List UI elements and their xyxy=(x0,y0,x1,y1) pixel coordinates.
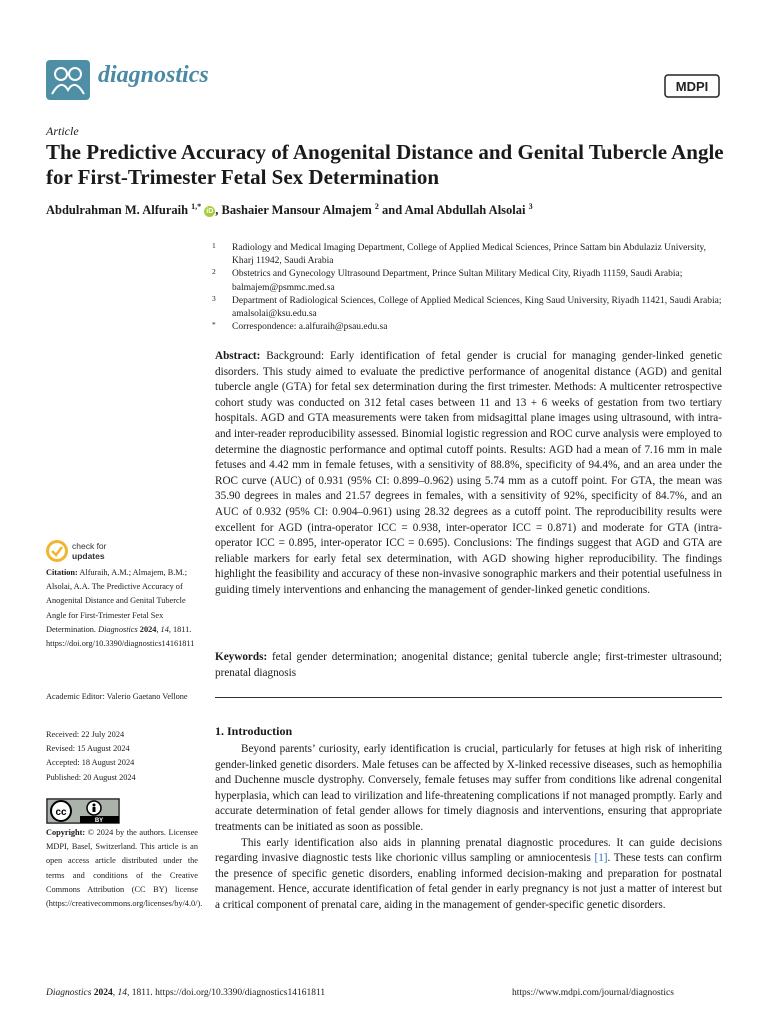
author-affiliation-mark: 3 xyxy=(528,202,533,211)
footer-citation xyxy=(46,988,325,998)
cc-text: cc xyxy=(55,807,67,818)
affiliation-item xyxy=(212,268,722,294)
footer-journal-url[interactable]: https://www.mdpi.com/journal/diagnostics xyxy=(512,988,674,998)
date-accepted: Accepted: 18 August 2024 xyxy=(46,758,135,768)
date-received: Received: 22 July 2024 xyxy=(46,730,125,739)
citation-label: Citation: xyxy=(46,568,78,577)
date-published: Published: 20 August 2024 xyxy=(46,772,136,782)
author-name: Abdulrahman M. Alfuraih xyxy=(46,203,189,218)
affiliation-item xyxy=(212,295,722,321)
check-for-updates-button[interactable] xyxy=(72,541,107,561)
footer-volume: , 14 xyxy=(112,988,128,998)
abstract-label: Abstract: xyxy=(215,350,261,362)
mdpi-logo-text: MDPI xyxy=(675,79,709,94)
keywords-label: Keywords: xyxy=(215,651,268,663)
mdpi-logo[interactable] xyxy=(664,74,720,98)
check-for-updates-icon[interactable] xyxy=(46,540,68,562)
footer-journal: Diagnostics xyxy=(46,988,92,998)
copyright-notice xyxy=(46,826,203,911)
orcid-icon[interactable]: iD xyxy=(206,208,214,216)
affiliation-text: Obstetrics and Gynecology Ultrasound Department, Prince Sultan Military Medical City, Riyadh 11159, Saudi Arabia; balmajem@psmmc.med.sa xyxy=(232,269,683,293)
affiliation-text: Radiology and Medical Imaging Department, College of Applied Medical Sciences, Prince Sattam bin Abdulaziz University, Kharj 11942, Saudi Arabia xyxy=(232,243,707,267)
affiliation-number: 3 xyxy=(212,293,216,303)
check-updates-line2: updates xyxy=(72,551,105,561)
footer-doi[interactable]: , 1811. https://doi.org/10.3390/diagnostics14161811 xyxy=(127,988,326,998)
citation-volume: , 14 xyxy=(156,624,169,634)
section-heading-introduction: 1. Introduction xyxy=(215,724,293,738)
cc-by-text: BY xyxy=(94,818,104,824)
keywords xyxy=(215,650,722,681)
citation-text: Alfuraih, A.M.; Almajem, B.M.; Alsolai, A.A. The Predictive Accuracy of Anogenital Distance and Genital Tubercle Angle for First-Trimester Fetal Sex Determination. xyxy=(46,568,188,634)
journal-logo-icon xyxy=(46,60,90,100)
paragraph xyxy=(215,836,722,914)
author-affiliation-mark: 1,* xyxy=(191,202,202,211)
affiliation-number: * xyxy=(212,320,216,330)
reference-link[interactable]: [1] xyxy=(594,852,608,865)
introduction-body xyxy=(215,742,722,914)
date-revised: Revised: 15 August 2024 xyxy=(46,744,130,754)
paragraph: Beyond parents’ curiosity, early identification is crucial, particularly for fetuses at high risk of inheriting gender-linked genetic disorders. Male fetuses can be affected by X-linked recessive diseases, such as hemophilia and Duchenne muscle dystrophy. Conversely, female fetuses may suffer from conditions like adrenal congenital hyperplasia, which can lead to virilization and life-threatening complications if not managed promptly. Early and accurate determination of fetal gender allows for timely diagnosis and interventions, ensuring that appropriate treatments can be initiated as soon as possible. xyxy=(215,743,722,833)
footer-year: 2024 xyxy=(91,988,113,998)
section-divider xyxy=(215,697,722,698)
author-affiliation-mark: 2 xyxy=(374,202,379,211)
article-type: Article xyxy=(46,124,79,138)
author-list xyxy=(46,202,726,218)
paragraph-text: . These tests can confirm the presence of specific genetic disorders, enabling informed decision-making and preparation for postnatal management. Hence, accurate identification of fetal gender in early pregnancy is not just a matter of interest but a critical component of prenatal care, aiding in the management of gender-specific genetic disorders. xyxy=(215,852,722,911)
citation-doi[interactable]: , 1811. https://doi.org/10.3390/diagnostics14161811 xyxy=(46,624,195,649)
affiliation-number: 1 xyxy=(212,241,216,250)
check-updates-line1: check for xyxy=(72,541,107,551)
author-name: , Bashaier Mansour Almajem xyxy=(215,203,372,218)
affiliation-text: Department of Radiological Sciences, College of Applied Medical Sciences, King Saud University, Riyadh 11421, Saudi Arabia; amalsolai@ksu.edu.sa xyxy=(232,295,722,320)
citation-year: 2024 xyxy=(137,624,157,634)
affiliation-number: 2 xyxy=(212,267,216,277)
abstract-text: Background: Early identification of fetal gender is crucial for managing gender-linked genetic disorders. This study aimed to evaluate the predictive performance of anogenital distance (AGD) and genital tubercle angle (GTA) for fetal sex determination during the first trimester. Methods: A multicenter retrospective cohort study was conducted on 312 fetal cases between 11 and 13 + 6 weeks of gestation from two tertiary hospitals. AGD and GTA measurements were taken from midsagittal plane images using ultrasound, with intra- and inter-reader reproducibility assessed. Binomial logistic regression and ROC curve analysis were employed to determine the diagnostic performance and optimal cutoff points. Results: AGD had a mean of 7.16 mm in male fetuses and 4.42 mm in female fetuses, with a sensitivity of 88.8%, specificity of 94.4%, and an area under the ROC curve (AUC) of 0.931 (95% CI: 0.899–0.962) using 5.74 mm as a cutoff point. For GTA, the mean was 35.90 degrees in males and 21.57 degrees in females, with a sensitivity of 92%, specificity of 84.7%, and an AUC of 0.932 (95% CI: 0.904–0.961) using 28.32 degrees as a cutoff point. The reproducibility results were excellent for AGD (intra-operator ICC = 0.938, inter-operator ICC = 0.871) and moderate for GTA (intra-operator ICC = 0.895, inter-operator ICC = 0.695). Conclusions: The findings suggest that AGD and GTA are reliable markers for early fetal sex determination, with AGD showing higher reproducibility. The findings highlight the feasibility and accuracy of these non-invasive sonographic markers and their potential usefulness in guiding timely interventions and enhancing the management of gender-linked genetic conditions. xyxy=(215,350,723,596)
journal-name: diagnostics xyxy=(98,62,209,88)
affiliations xyxy=(212,242,722,334)
affiliation-item xyxy=(212,242,722,268)
abstract xyxy=(215,349,722,599)
paragraph-text: This early identification also aids in planning prenatal diagnostic procedures. It can guide decisions regarding invasive diagnostic tests like chorionic villus sampling or amniocentesis xyxy=(215,836,722,865)
copyright-label: Copyright: xyxy=(46,828,86,837)
citation-journal: Diagnostics xyxy=(98,624,138,634)
cc-by-license-icon[interactable] xyxy=(46,798,120,824)
academic-editor: Academic Editor: Valerio Gaetano Vellone xyxy=(46,692,188,701)
publication-dates xyxy=(46,728,198,785)
article-title: The Predictive Accuracy of Anogenital Distance and Genital Tubercle Angle for First-Trimester Fetal Sex Determination xyxy=(46,140,724,189)
citation-block xyxy=(46,566,198,651)
keywords-text: fetal gender determination; anogenital distance; genital tubercle angle; first-trimester ultrasound; prenatal diagnosis xyxy=(215,651,722,679)
author-name: and Amal Abdullah Alsolai xyxy=(382,203,526,218)
affiliation-text: Correspondence: a.alfuraih@psau.edu.sa xyxy=(232,322,388,333)
copyright-text: © 2024 by the authors. Licensee MDPI, Basel, Switzerland. This article is an open access article distributed under the terms and conditions of the Creative Commons Attribution (CC BY) license (https://creativecommons.org/licenses/by/4.0/). xyxy=(46,828,203,909)
affiliation-item xyxy=(212,321,722,334)
